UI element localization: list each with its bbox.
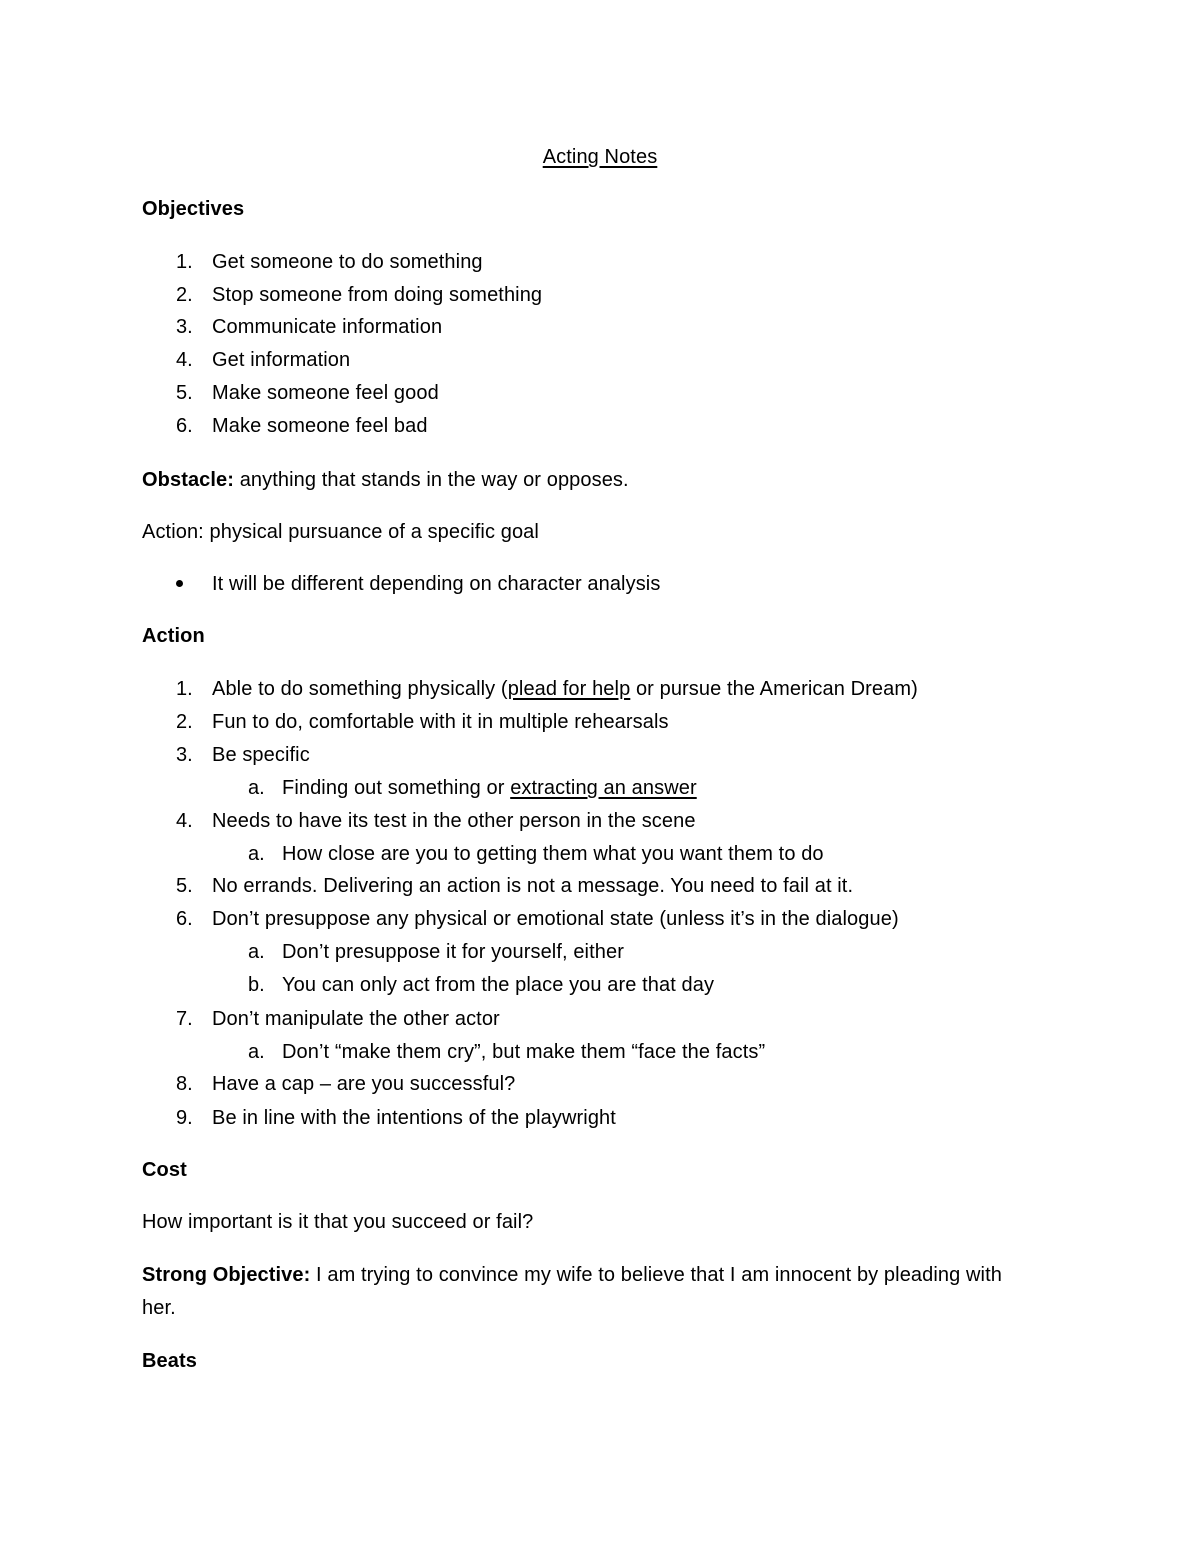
sub-item-marker: a. — [248, 843, 265, 865]
cost-paragraph: How important is it that you succeed or fail? — [142, 1211, 534, 1233]
list-item: Be in line with the intentions of the playwright — [212, 1107, 616, 1129]
list-item: Get information — [212, 349, 351, 371]
list-item — [212, 677, 918, 701]
strong-objective-paragraph — [142, 1263, 1002, 1287]
list-item-marker: 3. — [176, 316, 193, 338]
list-item-text: Able to do something physically ( — [212, 678, 508, 700]
list-item-marker: 2. — [176, 284, 193, 306]
list-item: Don’t presuppose any physical or emotional state (unless it’s in the dialogue) — [212, 908, 899, 930]
sub-item-marker: b. — [248, 974, 265, 996]
list-item-marker: 8. — [176, 1073, 193, 1095]
sub-list-item: Don’t presuppose it for yourself, either — [282, 941, 624, 963]
list-item-text: or pursue the American Dream) — [630, 678, 918, 700]
sub-item-marker: a. — [248, 777, 265, 799]
list-item-marker: 5. — [176, 875, 193, 897]
list-item-marker: 2. — [176, 711, 193, 733]
list-item: Stop someone from doing something — [212, 284, 543, 306]
strong-objective-text: I am trying to convince my wife to believe that I am innocent by pleading with — [310, 1264, 1002, 1286]
document-title: Acting Notes — [542, 146, 658, 168]
sub-list-item: How close are you to getting them what you want them to do — [282, 843, 824, 865]
underlined-phrase: extracting an answer — [510, 777, 697, 799]
list-item: Get someone to do something — [212, 251, 483, 273]
list-item: Don’t manipulate the other actor — [212, 1008, 500, 1030]
underlined-phrase: plead for help — [507, 678, 631, 700]
list-item-marker: 1. — [176, 251, 193, 273]
list-item-marker: 5. — [176, 382, 193, 404]
obstacle-paragraph — [142, 468, 629, 492]
list-item-marker: 6. — [176, 908, 193, 930]
list-item-marker: 7. — [176, 1008, 193, 1030]
list-item: Needs to have its test in the other person in the scene — [212, 810, 696, 832]
action-definition: Action: physical pursuance of a specific goal — [142, 521, 539, 543]
obstacle-label: Obstacle: — [142, 469, 235, 491]
list-item-marker: 4. — [176, 810, 193, 832]
list-item: Fun to do, comfortable with it in multiple rehearsals — [212, 711, 669, 733]
action-heading: Action — [142, 625, 205, 647]
list-item-marker: 1. — [176, 678, 193, 700]
sub-item-marker: a. — [248, 1041, 265, 1063]
sub-list-item: Don’t “make them cry”, but make them “face the facts” — [282, 1041, 766, 1063]
list-item: No errands. Delivering an action is not a message. You need to fail at it. — [212, 875, 854, 897]
list-item: Be specific — [212, 744, 310, 766]
strong-objective-continuation: her. — [142, 1297, 176, 1319]
list-item: Communicate information — [212, 316, 443, 338]
sub-item-marker: a. — [248, 941, 265, 963]
list-item: Make someone feel bad — [212, 415, 428, 437]
cost-heading: Cost — [142, 1159, 187, 1181]
list-item-marker: 3. — [176, 744, 193, 766]
sub-list-item: You can only act from the place you are that day — [282, 974, 715, 996]
list-item-marker: 9. — [176, 1107, 193, 1129]
list-item-text: Finding out something or — [282, 777, 511, 799]
list-item: Have a cap – are you successful? — [212, 1073, 516, 1095]
list-item-marker: 4. — [176, 349, 193, 371]
obstacle-text: anything that stands in the way or opposes. — [234, 469, 629, 491]
list-item-marker: 6. — [176, 415, 193, 437]
list-item: Make someone feel good — [212, 382, 439, 404]
bullet-item: It will be different depending on character analysis — [212, 573, 661, 595]
objectives-heading: Objectives — [142, 198, 245, 220]
beats-heading: Beats — [142, 1350, 197, 1372]
strong-objective-label: Strong Objective: — [142, 1264, 311, 1286]
sub-list-item — [282, 776, 697, 800]
bullet-icon — [176, 580, 183, 587]
